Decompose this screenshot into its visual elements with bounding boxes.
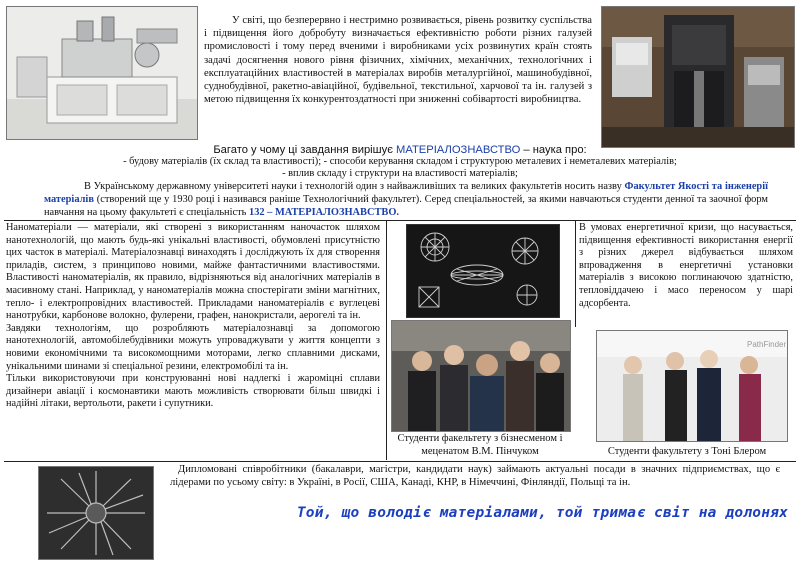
tasks-lead-after: – наука про: (520, 144, 587, 156)
section-divider-top (4, 220, 796, 221)
microstructure-illustration (39, 467, 153, 559)
testing-machine-photo (601, 6, 795, 148)
tasks-lead-before: Багато у чому ці завдання вирішує (213, 144, 397, 156)
university-text-1: В Українському державному університеті науки і технологій один з найважливіших та великих факультетів носить назву (84, 181, 625, 192)
column-divider-right (575, 220, 576, 327)
nano-column (6, 222, 380, 411)
motto: Той, що володіє матеріалами, той тримає світ на долонях (296, 505, 788, 521)
tasks-line-1: - будову матеріалів (їх склад та властивості); - способи керування складом і структурою металевих і неметалевих матеріалів; (123, 156, 677, 167)
specialty-name: 132 – МАТЕРІАЛОЗНАВСТВО. (249, 206, 399, 218)
tasks-line-2: - вплив складу і структури на властивості матеріалів; (282, 168, 518, 179)
nano-paragraph-1: Наноматеріали — матеріали, які створені з використанням наночасток шляхом нанотехнологій, що мають будь-які унікальні властивості, обумовлені присутністю цих часток в матеріалі. Матеріалознавці винаходять і досліджують їх для створення приладів, систем, з принципово новими, майже фантастичними властивостями. Властивості наноматеріалів, як правило, відрізняються від аналогічних матеріалів в масивному стані. Наприклад, у наноматеріалів можна спостерігати зміни магнітних, тепло- і електропровідних властивостей. Прикладами наноматеріалів є вуглецеві нанотрубки, карбонове волокно, фулерени, графен, нанокристали, аерогелі та ін. (6, 222, 380, 322)
testing-machine-illustration (602, 7, 794, 147)
energy-paragraph: В умовах енергетичної кризи, що насувається, підвищення ефективності використання енергії з різних джерел відбувається шляхом впровадження в енергетичні установки матеріалів з високою поглинаючою здатністю, тепловіддачею і масо переносом у шарі адсорбента. (579, 222, 793, 309)
students-blair-illustration (597, 331, 787, 441)
nano-paragraph-3: Тільки використовуючи при конструюванні нові надлегкі і жароміцні сплави дизайнери авіації і космонавтики мають можливість створювати більш швидкі і надійні літаки, вертольоти, ракети і супутники. (6, 373, 380, 410)
caption-blair: Студенти факультету з Тоні Блером (607, 446, 767, 457)
nanostructures-illustration (407, 225, 559, 317)
students-blair-photo (596, 330, 788, 442)
section-divider-bottom (4, 461, 796, 462)
caption-pinchuk: Студенти факельтету з бізнесменом і меценатом В.М. Пінчуком (397, 433, 563, 457)
lab-equipment-illustration (7, 7, 197, 139)
lab-equipment-photo (6, 6, 198, 140)
svg-text:PathFinder: PathFinder (747, 340, 787, 349)
nano-paragraph-2: Завдяки технологіям, що розробляють матеріалознавці за допомогою нанотехнологій, автомобілебудівники можуть упроваджувати у життя концепти з новими економічними та високомощними моторами, легко сплавними дисками, унікальними шинами зі спеціальної резини, електромобілі та ін. (6, 322, 380, 372)
students-pinchuk-illustration (392, 321, 570, 431)
column-divider-left (386, 220, 387, 460)
university-paragraph (44, 181, 768, 219)
tasks-lead-term: МАТЕРІАЛОЗНАВСТВО (396, 144, 521, 156)
nanostructures-photo (406, 224, 560, 318)
university-text-2: (створений ще у 1930 році і називався раніше Технологічний факультет). Серед спеціальностей, за якими навчаються студенти денної та заочної форм навчання на цьому факультеті є спеціальність (44, 193, 768, 218)
intro-paragraph: У світі, що безперервно і нестримно розвивається, рівень розвитку суспільства і підвищення його добробуту визначається ефективністю роботи різних галузей промисловості і тому перед вченими і виробниками усіх розвинутих країн стоять задачі досягнення нового рівня фізичних, хімічних, механічних, технологічних і експлуатаційних властивостей в матеріалах виробів металургійної, машинобудівної, суднобудівної, ракетно-авіаційної, будівельної, текстильної, харчової та ін. галузей з метою підвищення їх конкурентоздатності при зниженні собівартості виробництва. (204, 15, 592, 106)
faculty-name: Факультет Якості та інженерії матеріалів (44, 181, 768, 205)
microstructure-photo (38, 466, 154, 560)
students-pinchuk-photo (391, 320, 571, 432)
graduates-paragraph: Дипломовані співробітники (бакалаври, магістри, кандидати наук) займають актуальні посади в значних підприємствах, що є лідерами по усьому світу: в Україні, в Росії, США, Канаді, КНР, в Німеччині, Фінляндії, Польщі та ін. (170, 464, 780, 488)
